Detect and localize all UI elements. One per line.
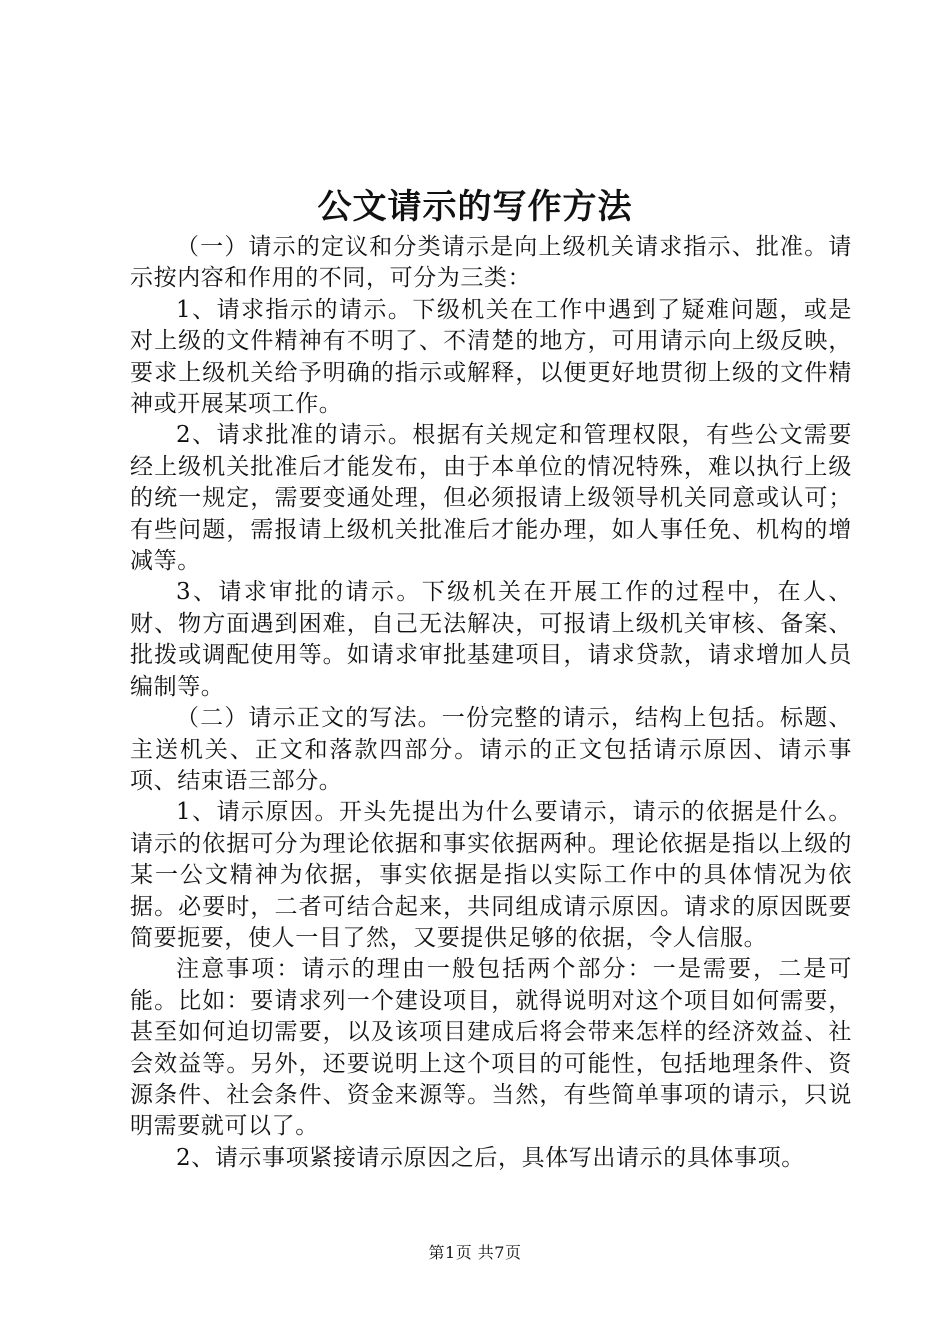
- paragraph-type-instruction: 1、请求指示的请示。下级机关在工作中遇到了疑难问题，或是对上级的文件精神有不明了、不清楚的地方，可用请示向上级反映，要求上级机关给予明确的指示或解释，以便更好地贯彻上级的文件精神或开展某项工作。: [130, 296, 852, 418]
- page-indicator: 第1页 共7页: [428, 1243, 522, 1262]
- document-body: [130, 232, 852, 1174]
- paragraph-reason: 1、请示原因。开头先提出为什么要请示，请示的依据是什么。请示的依据可分为理论依据和事实依据两种。理论依据是指以上级的某一公文精神为依据，事实依据是指以实际工作中的具体情况为依据。必要时，二者可结合起来，共同组成请示原因。请求的原因既要简要扼要，使人一目了然，又要提供足够的依据，令人信服。: [130, 799, 852, 951]
- paragraph-notes: 注意事项：请示的理由一般包括两个部分：一是需要，二是可能。比如：要请求列一个建设项目，就得说明对这个项目如何需要，甚至如何迫切需要，以及该项目建成后将会带来怎样的经济效益、社会效益等。另外，还要说明上这个项目的可能性，包括地理条件、资源条件、社会条件、资金来源等。当然，有些简单事项的请示，只说明需要就可以了。: [130, 956, 852, 1140]
- document-title: 公文请示的写作方法: [317, 187, 633, 227]
- paragraph-definition: （一）请示的定议和分类请示是向上级机关请求指示、批准。请示按内容和作用的不同，可分为三类：: [130, 234, 852, 292]
- paragraph-matters: 2、请示事项紧接请示原因之后，具体写出请示的具体事项。: [176, 1144, 805, 1171]
- paragraph-type-approval: 2、请求批准的请示。根据有关规定和管理权限，有些公文需要经上级机关批准后才能发布，由于本单位的情况特殊，难以执行上级的统一规定，需要变通处理，但必须报请上级领导机关同意或认可；有些问题，需报请上级机关批准后才能办理，如人事任免、机构的增减等。: [130, 422, 852, 575]
- paragraph-type-review: 3、请求审批的请示。下级机关在开展工作的过程中，在人、财、物方面遇到困难，自己无法解决，可报请上级机关审核、备案、批拨或调配使用等。如请求审批基建项目，请求贷款，请求增加人员编制等。: [130, 579, 852, 700]
- paragraph-body-writing: （二）请示正文的写法。一份完整的请示，结构上包括。标题、主送机关、正文和落款四部分。请示的正文包括请示原因、请示事项、结束语三部分。: [130, 705, 852, 794]
